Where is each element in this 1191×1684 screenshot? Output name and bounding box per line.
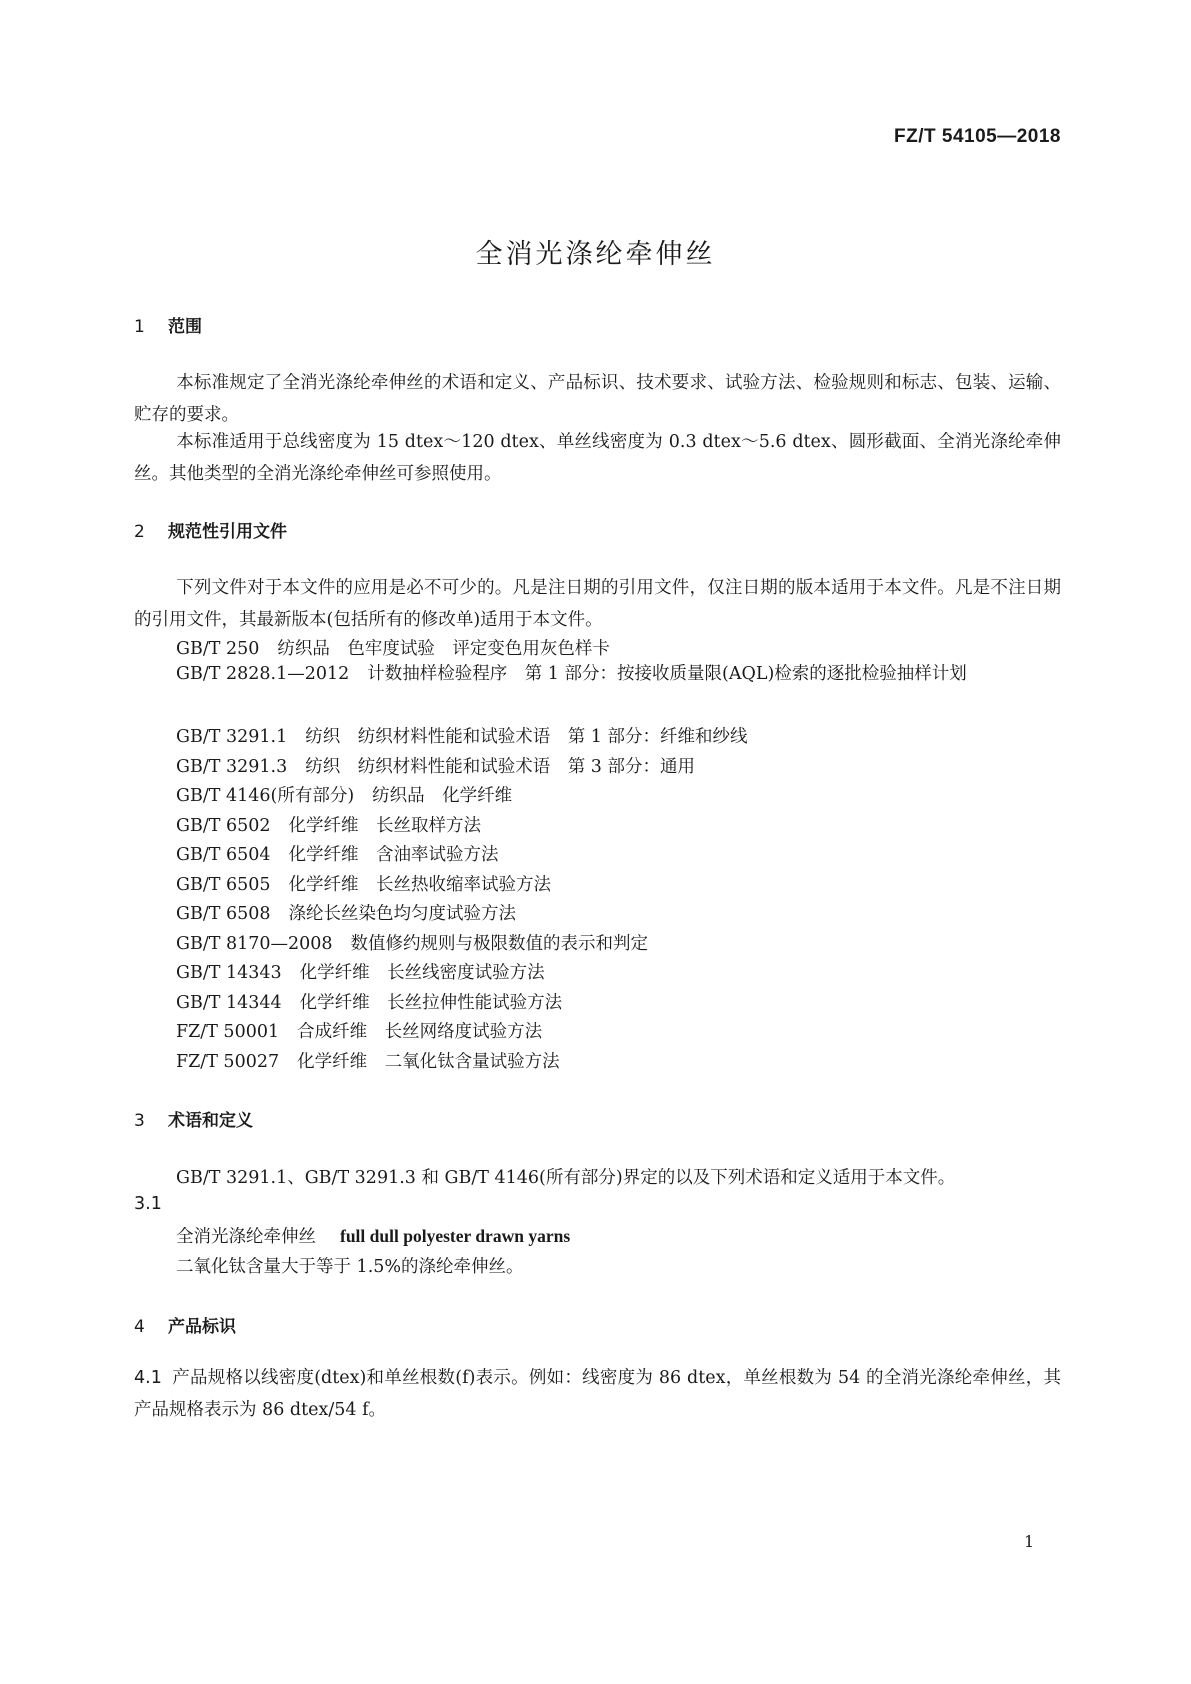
reference-item bbox=[176, 723, 747, 748]
reference-code: GB/T 14343 bbox=[176, 963, 282, 983]
reference-code: GB/T 2828.1—2012 bbox=[176, 664, 350, 684]
reference-item bbox=[176, 989, 562, 1014]
term-number: 3.1 bbox=[134, 1194, 162, 1214]
reference-title: 化学纤维 长丝取样方法 bbox=[288, 816, 482, 836]
reference-code: GB/T 4146(所有部分) bbox=[176, 786, 355, 806]
reference-code: GB/T 8170—2008 bbox=[176, 934, 333, 954]
paragraph-text: 本标准适用于总线密度为 15 dtex～120 dtex、单丝线密度为 0.3 dtex～5.6 dtex、圆形截面、全消光涤纶牵伸丝。其他类型的全消光涤纶牵伸丝可参照使用。 bbox=[134, 432, 1061, 484]
section-4-heading bbox=[134, 1312, 236, 1337]
document-title: 全消光涤纶牵伸丝 bbox=[475, 239, 716, 270]
reference-item bbox=[176, 812, 481, 837]
section-number: 3 bbox=[134, 1111, 145, 1131]
section-3-intro: GB/T 3291.1、GB/T 3291.3 和 GB/T 4146(所有部分)界定的以及下列术语和定义适用于本文件。 bbox=[176, 1168, 956, 1188]
paragraph-text: 产品规格以线密度(dtex)和单丝根数(f)表示。例如：线密度为 86 dtex，单丝根数为 54 的全消光涤纶牵伸丝，其产品规格表示为 86 dtex/54 f。 bbox=[134, 1368, 1061, 1420]
section-title: 术语和定义 bbox=[168, 1111, 253, 1131]
section-number: 1 bbox=[134, 317, 145, 337]
section-title: 产品标识 bbox=[168, 1317, 236, 1337]
reference-item bbox=[176, 1018, 542, 1043]
reference-code: GB/T 6505 bbox=[176, 875, 271, 895]
reference-code: GB/T 3291.1 bbox=[176, 727, 288, 747]
reference-code: GB/T 250 bbox=[176, 639, 260, 659]
reference-item bbox=[176, 900, 516, 925]
reference-title: 涤纶长丝染色均匀度试验方法 bbox=[288, 904, 517, 924]
term-english: full dull polyester drawn yarns bbox=[340, 1226, 571, 1246]
reference-title: 计数抽样检验程序 第 1 部分：按接收质量限(AQL)检索的逐批检验抽样计划 bbox=[367, 664, 967, 684]
reference-item bbox=[176, 782, 512, 807]
section-number: 4 bbox=[134, 1317, 145, 1337]
reference-item bbox=[176, 959, 545, 984]
reference-title: 数值修约规则与极限数值的表示和判定 bbox=[350, 934, 649, 954]
reference-item bbox=[176, 930, 648, 955]
reference-code: GB/T 6504 bbox=[176, 845, 271, 865]
reference-code: FZ/T 50001 bbox=[176, 1022, 280, 1042]
term-heading bbox=[176, 1223, 570, 1248]
reference-title: 合成纤维 长丝网络度试验方法 bbox=[297, 1022, 543, 1042]
section-1-heading bbox=[134, 312, 202, 337]
section-2-intro bbox=[134, 572, 1061, 636]
reference-title: 纺织品 化学纤维 bbox=[372, 786, 513, 806]
section-4-1-paragraph bbox=[134, 1362, 1061, 1426]
page-number: 1 bbox=[1024, 1532, 1035, 1551]
reference-item bbox=[134, 658, 1061, 690]
section-number: 2 bbox=[134, 522, 145, 542]
term-definition: 二氧化钛含量大于等于 1.5%的涤纶牵伸丝。 bbox=[176, 1257, 524, 1277]
section-1-paragraph-2 bbox=[134, 426, 1061, 490]
reference-title: 纺织品 色牢度试验 评定变色用灰色样卡 bbox=[277, 639, 610, 659]
subsection-number: 4.1 bbox=[134, 1368, 162, 1388]
reference-item bbox=[176, 871, 551, 896]
reference-title: 化学纤维 长丝热收缩率试验方法 bbox=[288, 875, 552, 895]
reference-code: FZ/T 50027 bbox=[176, 1052, 280, 1072]
reference-item bbox=[176, 1048, 560, 1073]
reference-code: GB/T 6502 bbox=[176, 816, 271, 836]
reference-title: 纺织 纺织材料性能和试验术语 第 3 部分：通用 bbox=[305, 757, 695, 777]
reference-title: 化学纤维 二氧化钛含量试验方法 bbox=[297, 1052, 560, 1072]
reference-item bbox=[176, 841, 499, 866]
reference-title: 化学纤维 长丝线密度试验方法 bbox=[299, 963, 545, 983]
reference-item bbox=[176, 635, 610, 660]
section-title: 规范性引用文件 bbox=[168, 522, 287, 542]
section-title: 范围 bbox=[168, 317, 202, 337]
section-2-heading bbox=[134, 517, 287, 542]
paragraph-text: 下列文件对于本文件的应用是必不可少的。凡是注日期的引用文件，仅注日期的版本适用于本文件。凡是不注日期的引用文件，其最新版本(包括所有的修改单)适用于本文件。 bbox=[134, 578, 1061, 630]
section-1-paragraph-1 bbox=[134, 367, 1061, 431]
paragraph-text: 本标准规定了全消光涤纶牵伸丝的术语和定义、产品标识、技术要求、试验方法、检验规则和标志、包装、运输、贮存的要求。 bbox=[134, 373, 1061, 425]
section-3-heading bbox=[134, 1106, 253, 1131]
reference-item bbox=[176, 753, 695, 778]
term-chinese: 全消光涤纶牵伸丝 bbox=[176, 1227, 316, 1247]
reference-title: 纺织 纺织材料性能和试验术语 第 1 部分：纤维和纱线 bbox=[305, 727, 748, 747]
standard-code: FZ/T 54105—2018 bbox=[894, 126, 1061, 147]
reference-code: GB/T 3291.3 bbox=[176, 757, 288, 777]
reference-title: 化学纤维 长丝拉伸性能试验方法 bbox=[299, 993, 563, 1013]
reference-code: GB/T 6508 bbox=[176, 904, 271, 924]
reference-title: 化学纤维 含油率试验方法 bbox=[288, 845, 499, 865]
reference-code: GB/T 14344 bbox=[176, 993, 282, 1013]
